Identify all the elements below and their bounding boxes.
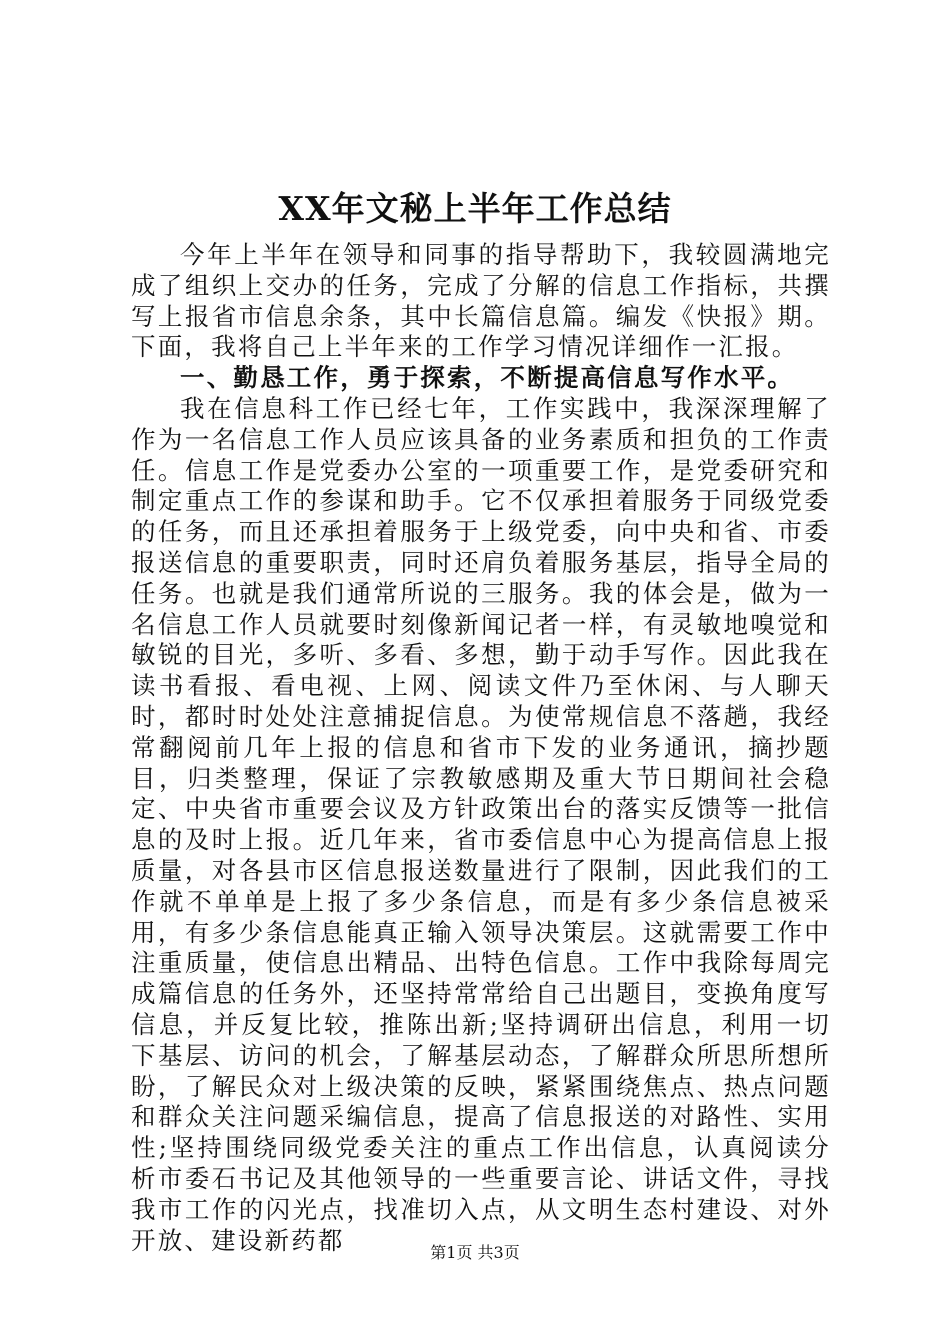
section-paragraph: 我在信息科工作已经七年，工作实践中，我深深理解了作为一名信息工作人员应该具备的业务素质和担负的工作责任。信息工作是党委办公室的一项重要工作，是党委研究和制定重点工作的参谋和助手。它不仅承担着服务于同级党委的任务，而且还承担着服务于上级党委，向中央和省、市委报送信息的重要职责，同时还肩负着服务基层，指导全局的任务。也就是我们通常所说的三服务。我的体会是，做为一名信息工作人员就要时刻像新闻记者一样，有灵敏地嗅觉和敏锐的目光，多听、多看、多想，勤于动手写作。因此我在读书看报、看电视、上网、阅读文件乃至休闲、与人聊天时，都时时处处注意捕捉信息。为使常规信息不落趟，我经常翻阅前几年上报的信息和省市下发的业务通讯，摘抄题目，归类整理，保证了宗教敏感期及重大节日期间社会稳定、中央省市重要会议及方针政策出台的落实反馈等一批信息的及时上报。近几年来，省市委信息中心为提高信息上报质量，对各县市区信息报送数量进行了限制，因此我们的工作就不单单是上报了多少条信息，而是有多少条信息被采用，有多少条信息能真正输入领导决策层。这就需要工作中注重质量，使信息出精品、出特色信息。工作中我除每周完成篇信息的任务外，还坚持常常给自己出题目，变换角度写信息，并反复比较，推陈出新;坚持调研出信息，利用一切下基层、访问的机会，了解基层动态，了解群众所思所想所盼，了解民众对上级决策的反映，紧紧围绕焦点、热点问题和群众关注问题采编信息，提高了信息报送的对路性、实用性;坚持围绕同级党委关注的重点工作出信息，认真阅读分析市委石书记及其他领导的一些重要言论、讲话文件，寻找我市工作的闪光点，找准切入点，从文明生态村建设、对外开放、建设新药都 (131, 393, 831, 1255)
document-title: XX年文秘上半年工作总结 (278, 189, 672, 228)
section-heading: 一、勤恳工作，勇于探索，不断提高信息写作水平。 (180, 363, 795, 393)
page-footer: 第1页 共3页 (430, 1243, 520, 1262)
document-body (131, 240, 831, 1256)
intro-paragraph: 今年上半年在领导和同事的指导帮助下，我较圆满地完成了组织上交办的任务，完成了分解的信息工作指标，共撰写上报省市信息余条，其中长篇信息篇。编发《快报》期。下面，我将自己上半年来的工作学习情况详细作一汇报。 (131, 240, 831, 362)
